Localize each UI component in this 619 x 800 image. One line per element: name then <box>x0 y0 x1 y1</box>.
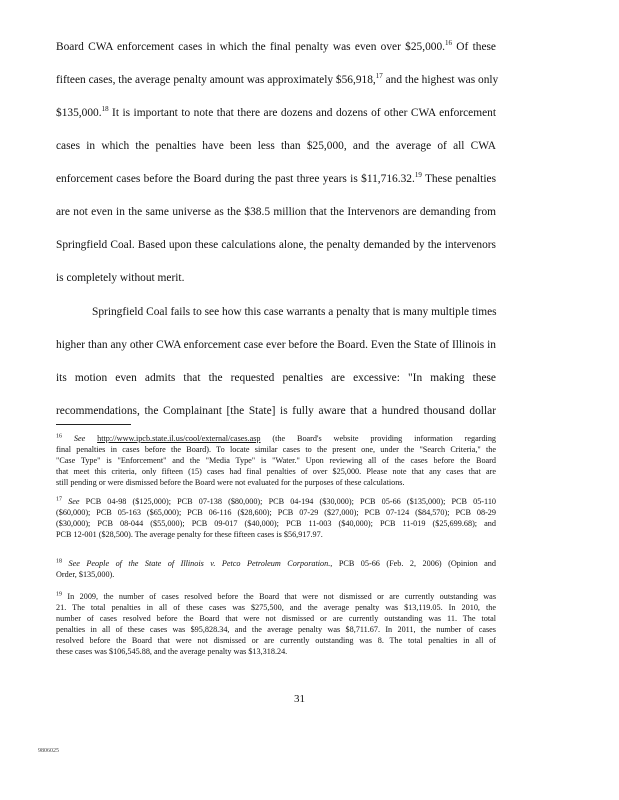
footnote-19-line-4: penalties in all of these cases was $95,828.34, and the average penalty was $8,711.67. In 2011, the number of cases <box>56 625 496 634</box>
body-line-7: Springfield Coal. Based upon these calculations alone, the penalty demanded by the intervenors <box>56 239 496 251</box>
body-line-3: $135,000.18 It is important to note that there are dozens and dozens of other CWA enforcement <box>56 105 496 119</box>
footnote-19-line-2: 21. The total penalties in all of these cases was $275,500, and the average penalty was $13,119.05. In 2010, the <box>56 603 496 612</box>
footnote-16-line-1: $^{16}$ See http://www.ipcb.state.il.us/cool/external/cases.asp (the Board's website providing information regarding <box>56 433 497 443</box>
footnote-16-line-3: "Case Type" is "Enforcement" and the "Media Type" is "Water." Upon reviewing all of the cases before the Board <box>56 456 496 465</box>
page-number: 31 <box>294 693 305 705</box>
footnote-17-line-2: ($60,000); PCB 05-163 ($65,000); PCB 06-116 ($28,600); PCB 07-29 ($27,000); PCB 07-124 ($84,570); PCB 08-29 <box>56 508 496 517</box>
body-line-4: cases in which the penalties have been less than $25,000, and the average of all CWA <box>56 140 496 152</box>
body-line-1: Board CWA enforcement cases in which the final penalty was even over $25,000.16 Of these <box>56 39 496 53</box>
footnote-19-line-6: these cases was $106,545.88, and the average penalty was $13,318.24. <box>56 647 288 656</box>
footnote-17-line-4: PCB 12-001 ($28,500). The average penalty for these fifteen cases is $56,917.97. <box>56 530 323 539</box>
body-line-2: fifteen cases, the average penalty amount was approximately $56,918,17 and the highest was only <box>56 72 499 86</box>
footnote-separator <box>56 424 131 425</box>
body-line-6: are not even in the same universe as the $38.5 million that the Intervenors are demanding from <box>56 206 496 218</box>
footnote-18-line-2: Order, $135,000). <box>56 570 115 579</box>
body-line-8: is completely without merit. <box>56 272 185 284</box>
body-line-11: its motion even admits that the requested penalties are excessive: "In making these <box>56 372 496 384</box>
footnote-19-line-5: resolved before the Board that were not dismissed or are currently outstanding was 8. The total penalties in all of <box>56 636 496 645</box>
footnote-19-line-1: $^{19}$ In 2009, the number of cases resolved before the Board that were not dismissed or are currently outstanding was <box>56 591 497 601</box>
footnote-19-line-3: number of cases resolved before the Board that were not dismissed or are currently outstanding was 11. The total <box>56 614 496 623</box>
footnote-16-line-2: final penalties in cases before the Board). To locate similar cases to the present one, under the "Search Criteria," the <box>56 445 496 454</box>
body-line-9: Springfield Coal fails to see how this case warrants a penalty that is many multiple times <box>92 306 497 318</box>
footnote-16-line-4: that meet this criteria, only fifteen (15) cases had final penalties of over $25,000. Please note that any cases that are <box>56 467 496 476</box>
document-id: 9806025 <box>38 748 59 754</box>
footnote-17-line-3: ($30,000); PCB 08-044 ($55,000); PCB 09-017 ($40,000); PCB 11-003 ($40,000); PCB 11-019 ($25,699.68); and <box>56 519 496 528</box>
footnote-17-line-1: $^{17}$ See PCB 04-98 ($125,000); PCB 07-138 ($80,000); PCB 04-194 ($30,000); PCB 05-66 ($135,000); PCB 05-110 <box>56 496 497 506</box>
footnote-18-line-1: $^{18}$ See People of the State of Illinois v. Petco Petroleum Corporation., PCB 05-66 (Feb. 2, 2006) (Opinion and <box>56 558 496 568</box>
footnote-16-line-5: still pending or were dismissed before the Board were not evaluated for the purposes of these calculations. <box>56 478 405 487</box>
body-line-12: recommendations, the Complainant [the State] is fully aware that a hundred thousand dollar <box>56 405 496 417</box>
body-line-10: higher than any other CWA enforcement case ever before the Board. Even the State of Illinois in <box>56 339 496 351</box>
body-line-5: enforcement cases before the Board during the past three years is $11,716.32.19 These penalties <box>56 171 497 185</box>
